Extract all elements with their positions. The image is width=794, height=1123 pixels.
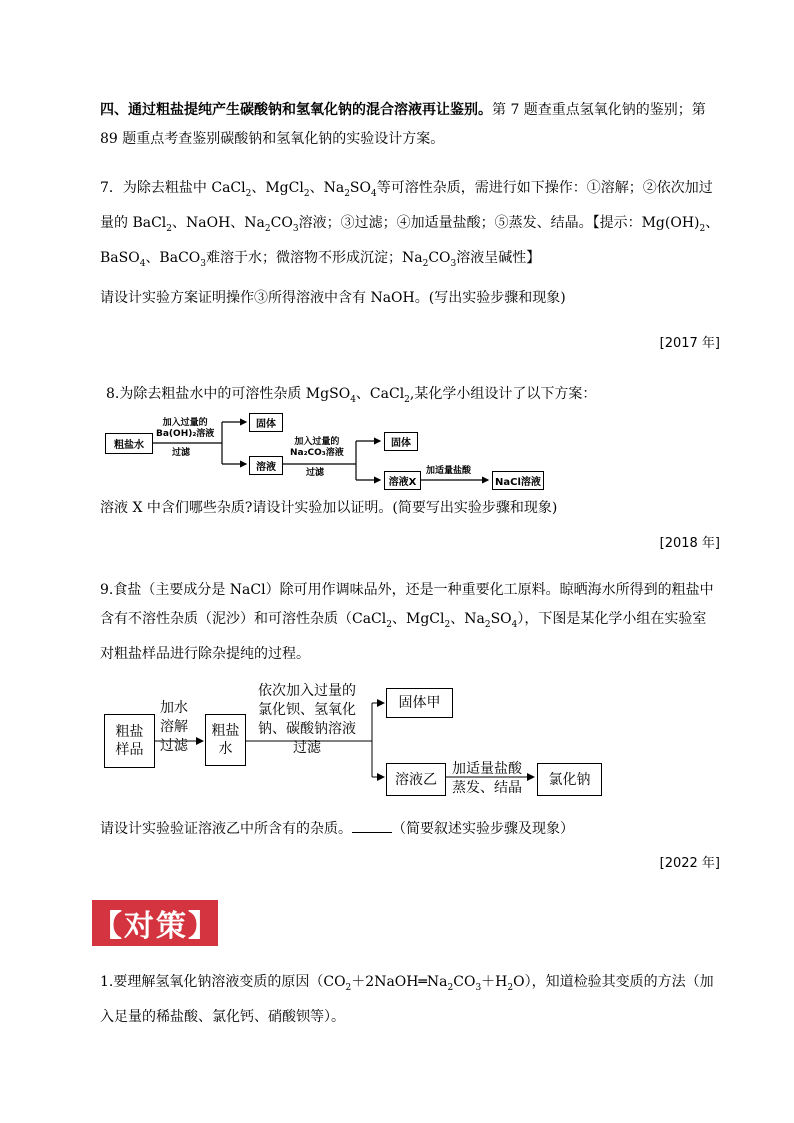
strategy-banner: 【对策】 [92,900,218,946]
q9-step1 [160,699,188,756]
q8-reagent2-line1: 加入过量的 [294,437,340,447]
q9-ask: 请设计实验验证溶液乙中所含有的杂质。 [100,821,352,837]
sub: 4 [139,258,146,269]
q8-reagent2-line2: Na₂CO₃溶液 [290,448,344,458]
section4-heading: 四、通过粗盐提纯产生碳酸钠和氢氧化钠的混合溶液再让鉴别。 [100,102,492,118]
q8-reagent1-line1: 加入过量的 [162,418,208,428]
q7-text: 、BaSO [100,214,720,266]
q9-text: SO [490,611,512,627]
q7-text: 、BaCO [145,249,201,266]
q9-step3-line2: 蒸发、结晶 [452,780,522,796]
sub: 2 [303,188,310,199]
q8-year: [2018 年] [659,536,720,551]
q9-step2-line1: 依次加入过量的 [258,683,356,699]
q7-text: CO [428,249,451,266]
q7-ask: 请设计实验方案证明操作③所得溶液中含有 NaOH。(写出实验步骤和现象) [100,290,566,306]
sub: 3 [292,223,299,234]
sub: 4 [371,188,377,199]
strategy1-text: CO [453,974,476,990]
sub: 3 [200,258,206,269]
section4-text: 第 7 题查重点氢氧化钠的鉴别；第 89 题重点考查鉴别碳酸钠和氢氧化钠的实验设计方案。 [100,102,706,147]
q7-text: 、Na [309,180,345,196]
q7-text: SO [349,180,371,196]
sub: 2 [166,223,173,234]
q9-box-sample [104,714,155,768]
sub: 2 [386,619,392,630]
sub: 4 [511,619,518,630]
q9-step2 [258,682,356,758]
q9-text: 、MgCl [391,611,445,627]
sub: 2 [444,619,451,630]
strategy1-text: ＋2NaOH═Na [351,974,448,990]
strategy1-paragraph [100,968,720,1032]
q8-text: 、CaCl [355,386,405,402]
q7-text: CO [270,214,293,231]
q8-filter2: 过滤 [306,468,325,478]
sub: 3 [450,258,457,269]
q8-box-liquidx: 溶液X [384,471,421,490]
q9-step3-line1: 加适量盐酸 [452,761,522,777]
q9-ask-note: （简要叙述实验步骤及现象） [392,821,574,837]
q7-year: [2017 年] [659,336,720,351]
q9-box-liquid: 溶液乙 [386,763,446,796]
q9-step1-line3: 过滤 [160,738,188,754]
q9-step2-line3: 钠、碳酸钠溶液 [258,721,356,737]
sub: 2 [245,188,252,199]
sub: 3 [475,982,482,993]
q9-box-brine [205,714,246,766]
sub: 2 [344,188,350,199]
q7-text: 难溶于水；微溶物不形成沉淀；Na [206,249,423,266]
q7-text: 等可溶性杂质，需进行如下操作：①溶解；②依次加过量的 BaCl [100,180,713,231]
q9-text: 、Na [450,611,485,627]
q8-box-start: 粗盐水 [105,433,153,454]
q8-box-solid1: 固体 [249,413,283,432]
sub: 2 [699,223,706,234]
q9-brine-label: 粗盐水 [211,723,240,757]
sub: 2 [484,619,491,630]
q8-acid: 加适量盐酸 [426,466,472,476]
strategy1-text: 1.要理解氢氧化钠溶液变质的原因（CO [100,974,346,990]
q7-text: 7．为除去粗盐中 CaCl [100,180,246,196]
q7-text: 溶液呈碱性】 [456,249,541,266]
q9-step2-line4: 过滤 [293,740,321,756]
q9-ask-paragraph [100,815,720,844]
q8-text: 8.为除去粗盐水中的可溶性杂质 MgSO [106,386,351,402]
sub: 2 [447,982,454,993]
q7-text: 溶液；③过滤；④加适量盐酸；⑤蒸发、结晶。【提示：Mg(OH) [298,214,700,231]
strategy1-text: ＋H [481,974,508,990]
q9-step1-line1: 加水 [160,700,188,716]
q8-filter1: 过滤 [172,448,191,458]
sub: 2 [345,982,352,993]
q7-text: 、MgCl [251,180,304,196]
q8-box-product: NaCl溶液 [492,471,544,490]
q8-text: ,某化学小组设计了以下方案： [409,386,597,402]
strategy1-text: O），知道检验其变质的方法（加入足量的稀盐酸、氯化钙、硝酸钡等）。 [100,974,714,1025]
q8-reagent1-line2: Ba(OH)₂溶液 [156,429,215,439]
q8-box-solid2: 固体 [384,432,418,451]
q9-box-solid: 固体甲 [386,688,453,718]
q9-step3 [452,760,522,798]
q7-text: 、NaOH、Na [172,214,265,231]
q9-text: 9.食盐（主要成分是 NaCl）除可用作调味品外，还是一种重要化工原料。晾晒海水所得到的粗盐中含有不溶性杂质（泥沙）和可溶性杂质（CaCl [100,582,714,627]
sub: 2 [507,982,514,993]
q9-step1-line2: 溶解 [160,719,188,735]
sub: 2 [422,258,429,269]
sub: 2 [404,394,410,405]
q8-ask: 溶液 X 中含们哪些杂质?请设计实验加以证明。(简要写出实验步骤和现象) [100,500,558,516]
q9-box-product: 氯化钠 [537,763,602,796]
q8-box-liquid1: 溶液 [249,456,283,475]
q9-step2-line2: 氯化钡、氢氧化 [258,702,356,718]
sub: 4 [350,394,356,405]
answer-blank[interactable] [352,820,392,833]
q9-text: ），下图是某化学小组在实验室对粗盐样品进行除杂提纯的过程。 [100,611,707,662]
q9-year: [2022 年] [659,856,720,871]
q9-sample-label: 粗盐样品 [115,724,144,758]
sub: 2 [264,223,271,234]
